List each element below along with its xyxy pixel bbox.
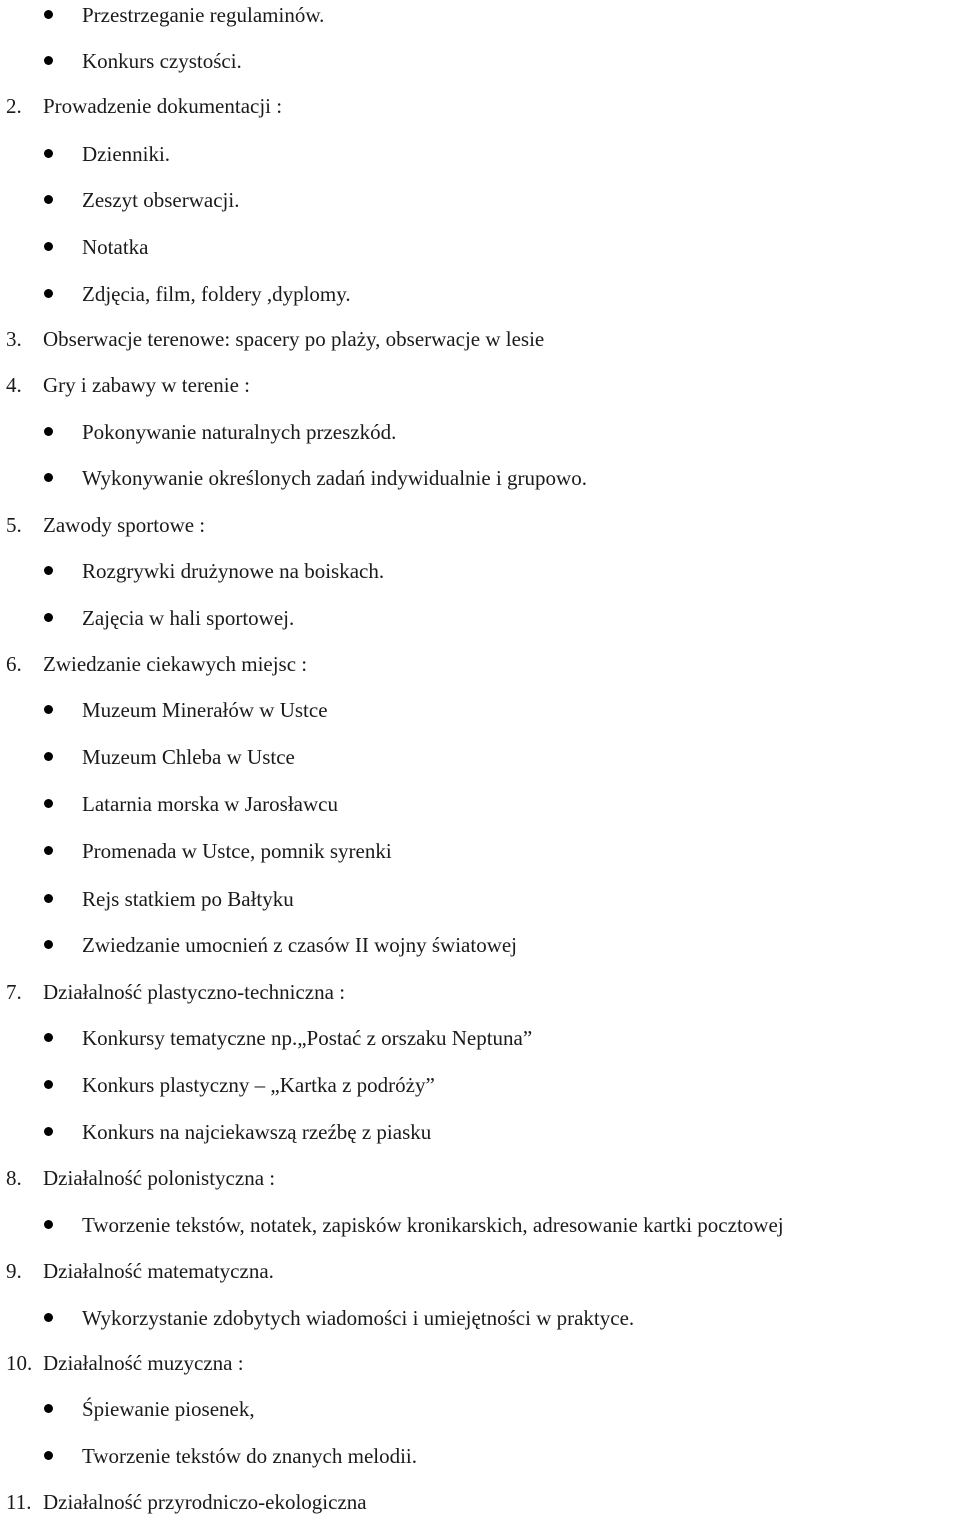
bullet-icon — [44, 1220, 53, 1229]
bullet-icon — [44, 242, 53, 251]
bullet-icon — [44, 1313, 53, 1322]
heading-text: Działalność muzyczna : — [43, 1351, 244, 1375]
bullet-icon — [44, 894, 53, 903]
bullet-text: Śpiewanie piosenek, — [82, 1397, 255, 1421]
bullet-icon — [44, 56, 53, 65]
heading-number: 5. — [6, 513, 22, 537]
heading-number: 9. — [6, 1259, 22, 1283]
bullet-icon — [44, 289, 53, 298]
bullet-icon — [44, 613, 53, 622]
heading-text: Gry i zabawy w terenie : — [43, 373, 250, 397]
heading-number: 6. — [6, 652, 22, 676]
bullet-text: Przestrzeganie regulaminów. — [82, 3, 325, 27]
heading-text: Działalność plastyczno-techniczna : — [43, 980, 346, 1004]
bullet-icon — [44, 566, 53, 575]
bullet-icon — [44, 752, 53, 761]
bullet-text: Wykonywanie określonych zadań indywidualnie i grupowo. — [82, 466, 587, 490]
bullet-icon — [44, 10, 53, 19]
bullet-text: Muzeum Minerałów w Ustce — [82, 698, 328, 722]
bullet-icon — [44, 1404, 53, 1413]
bullet-text: Tworzenie tekstów do znanych melodii. — [82, 1444, 418, 1468]
bullet-text: Rejs statkiem po Bałtyku — [82, 887, 294, 911]
bullet-text: Konkursy tematyczne np.„Postać z orszaku Neptuna” — [82, 1026, 533, 1050]
heading-text: Zawody sportowe : — [43, 513, 206, 537]
heading-number: 3. — [6, 327, 22, 351]
bullet-text: Zajęcia w hali sportowej. — [82, 606, 295, 630]
bullet-icon — [44, 705, 53, 714]
bullet-icon — [44, 1080, 53, 1089]
bullet-icon — [44, 195, 53, 204]
bullet-text: Rozgrywki drużynowe na boiskach. — [82, 559, 385, 583]
bullet-icon — [44, 427, 53, 436]
bullet-text: Tworzenie tekstów, notatek, zapisków kronikarskich, adresowanie kartki pocztowej — [82, 1213, 784, 1237]
heading-text: Działalność matematyczna. — [43, 1259, 274, 1283]
heading-text: Prowadzenie dokumentacji : — [43, 94, 283, 118]
bullet-icon — [44, 940, 53, 949]
bullet-text: Zwiedzanie umocnień z czasów II wojny światowej — [82, 933, 518, 957]
bullet-text: Konkurs czystości. — [82, 49, 242, 73]
bullet-text: Pokonywanie naturalnych przeszkód. — [82, 420, 397, 444]
heading-number: 11. — [6, 1490, 32, 1514]
bullet-icon — [44, 1127, 53, 1136]
bullet-icon — [44, 799, 53, 808]
bullet-text: Notatka — [82, 235, 149, 259]
bullet-text: Zeszyt obserwacji. — [82, 188, 240, 212]
heading-text: Działalność polonistyczna : — [43, 1166, 276, 1190]
bullet-icon — [44, 1451, 53, 1460]
heading-number: 4. — [6, 373, 22, 397]
bullet-text: Zdjęcia, film, foldery ,dyplomy. — [82, 282, 351, 306]
bullet-text: Latarnia morska w Jarosławcu — [82, 792, 338, 816]
bullet-icon — [44, 473, 53, 482]
bullet-text: Wykorzystanie zdobytych wiadomości i umiejętności w praktyce. — [82, 1306, 635, 1330]
heading-text: Zwiedzanie ciekawych miejsc : — [43, 652, 308, 676]
bullet-icon — [44, 1033, 53, 1042]
heading-number: 10. — [6, 1351, 33, 1375]
bullet-icon — [44, 149, 53, 158]
bullet-text: Promenada w Ustce, pomnik syrenki — [82, 839, 392, 863]
heading-text: Obserwacje terenowe: spacery po plaży, obserwacje w lesie — [43, 327, 545, 351]
bullet-text: Muzeum Chleba w Ustce — [82, 745, 295, 769]
bullet-text: Konkurs na najciekawszą rzeźbę z piasku — [82, 1120, 432, 1144]
heading-text: Działalność przyrodniczo-ekologiczna — [43, 1490, 367, 1514]
heading-number: 8. — [6, 1166, 22, 1190]
heading-number: 7. — [6, 980, 22, 1004]
bullet-text: Dzienniki. — [82, 142, 171, 166]
bullet-icon — [44, 846, 53, 855]
heading-number: 2. — [6, 94, 22, 118]
bullet-text: Konkurs plastyczny – „Kartka z podróży” — [82, 1073, 435, 1097]
